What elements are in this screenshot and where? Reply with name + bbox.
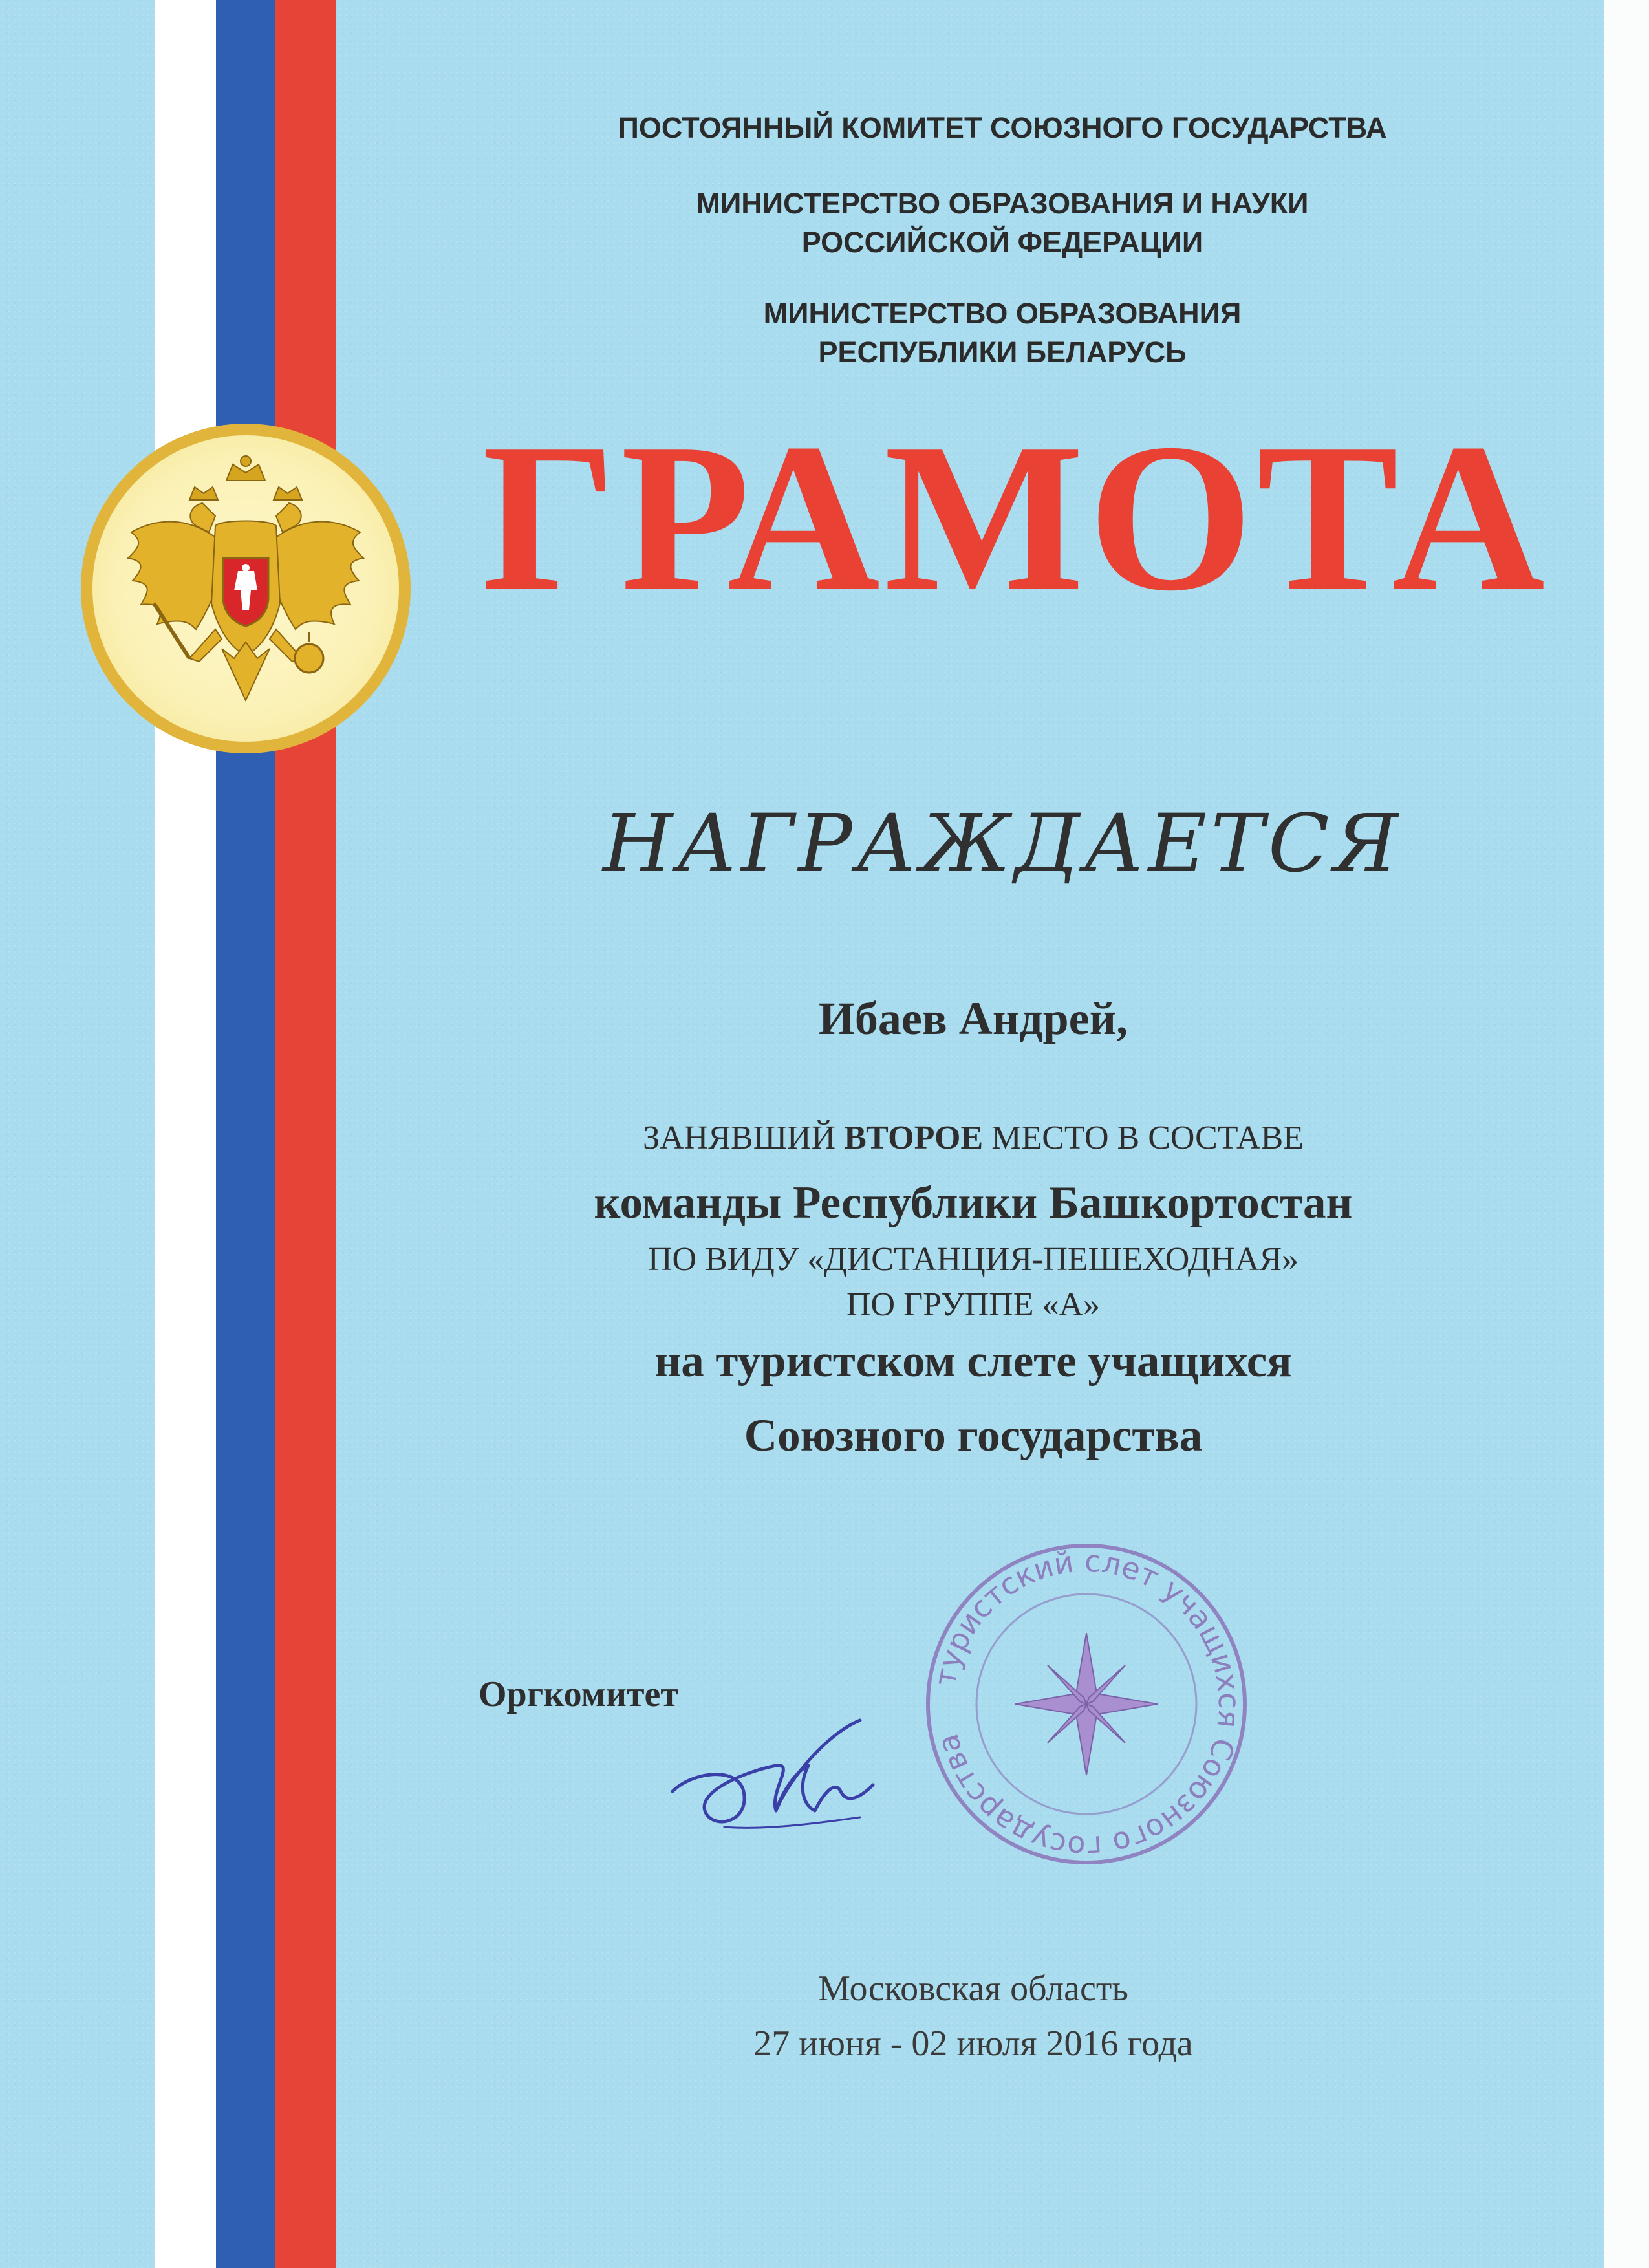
certificate-title: ГРАМОТА (482, 400, 1549, 634)
flag-stripe-blue (216, 0, 275, 2268)
stamp-text: туристский слет учащихся Союзного государства (927, 1543, 1247, 1865)
event-line-2: Союзного государства (744, 1410, 1203, 1461)
org-ministry-russia (453, 184, 1552, 262)
footer-dates: 27 июня - 02 июля 2016 года (753, 2024, 1193, 2064)
achievement-prefix: ЗАНЯВШИЙ (643, 1119, 836, 1156)
achievement-suffix: МЕСТО В СОСТАВЕ (991, 1119, 1304, 1156)
org-ministry-russia-line1: МИНИСТЕРСТВО ОБРАЗОВАНИЯ И НАУКИ (696, 187, 1309, 220)
org-ministry-belarus-line2: РЕСПУБЛИКИ БЕЛАРУСЬ (818, 336, 1187, 369)
org-ministry-belarus (453, 294, 1552, 372)
compass-star-icon (1015, 1633, 1158, 1775)
organizing-committee-stamp (918, 1536, 1255, 1872)
achievement-place-line (362, 1116, 1584, 1161)
footer-place: Московская область (818, 1969, 1128, 2009)
achievement-team: команды Республики Башкортостан (594, 1178, 1353, 1228)
achievement-place: ВТОРОЕ (844, 1119, 984, 1156)
org-ministry-belarus-line1: МИНИСТЕРСТВО ОБРАЗОВАНИЯ (763, 297, 1242, 330)
flag-stripe-white (155, 0, 216, 2268)
scan-margin (1604, 0, 1649, 2268)
flag-stripe-red (275, 0, 336, 2268)
recipient-name: Ибаев Андрей, (818, 993, 1128, 1044)
org-ministry-russia-line2: РОССИЙСКОЙ ФЕДЕРАЦИИ (801, 226, 1203, 259)
achievement-group: ПО ГРУППЕ «А» (846, 1286, 1101, 1323)
coat-of-arms-emblem (81, 424, 411, 753)
achievement-kind: ПО ВИДУ «ДИСТАНЦИЯ-ПЕШЕХОДНАЯ» (647, 1241, 1299, 1278)
awarded-label: НАГРАЖДАЕТСЯ (603, 797, 1402, 891)
event-line-1: на туристском слете учащихся (654, 1336, 1292, 1387)
handwritten-signature (647, 1694, 931, 1863)
org-permanent-committee: ПОСТОЯННЫЙ КОМИТЕТ СОЮЗНОГО ГОСУДАРСТВА (618, 111, 1387, 144)
signatory-label: Оргкомитет (479, 1674, 678, 1714)
russian-coat-of-arms-icon (92, 435, 399, 742)
